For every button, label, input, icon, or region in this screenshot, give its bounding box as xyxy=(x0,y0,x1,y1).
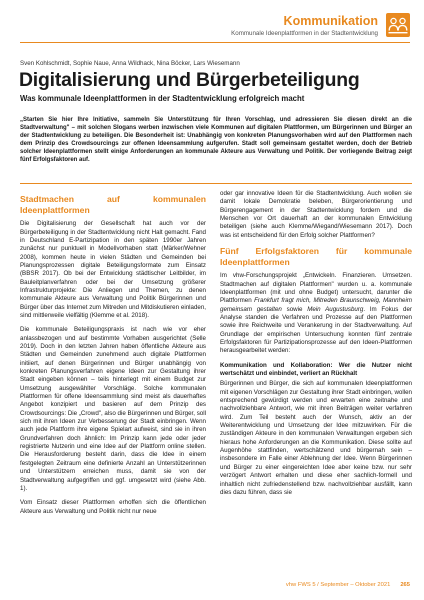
section-heading: Stadtmachen auf kommunalen Ideenplattformen xyxy=(20,194,206,215)
issue-info: vhw FWS 5 / September – Oktober 2021 xyxy=(285,582,391,588)
section-header xyxy=(20,12,410,42)
page-number: 265 xyxy=(400,582,410,588)
article-lead: „Starten Sie hier Ihre Initiative, sammeln Sie Unterstützung für Ihren Vorschlag, und adressieren Sie diesen direkt an die Stadtverwaltung" – mit solchen Slogans werben inzwischen viele Kommunen auf digitalen Plattformen, um Bürgerinnen und Bürger an der Stadtentwicklung zu beteiligen. Die Besonderheit ist: Unabhängig von konkreten Planungsvorhaben wird auf den Plattformen nach dem Prinzip des Crowdsourcings zur offenen Ideensammlung aufgerufen. Stadt soll gemeinsam gestaltet werden, doch der Betrieb solcher Ideenplattformen stellt einige Anforderungen an kommunale Akteure aus Verwaltung und Politik. Der vorliegende Beitrag zeigt fünf Erfolgsfaktoren auf. xyxy=(20,117,412,164)
paragraph: oder gar innovative Ideen für die Stadtentwicklung. Auch wollen sie damit lokale Demokratie beleben, Bürgerorientierung und Bürgerengagement in der Stadtentwicklung fordern und die Menschen vor Ort dauerhaft an der kommunalen Entwicklung beteiligen (siehe auch Klemme/Wiegand/Wiesemann 2017). Doch was ist entscheidend für den Erfolg solcher Plattformen? xyxy=(220,190,412,239)
right-column xyxy=(220,190,412,503)
article-title: Digitalisierung und Bürgerbeteiligung xyxy=(19,69,360,91)
page-footer xyxy=(286,582,410,588)
paragraph: Die kommunale Beteiligungspraxis ist nach wie vor eher anlassbezogen und auf bestimmte Vorhaben ausgerichtet (Selle 2019). Doch in den letzten Jahren haben öffentliche Akteure aus Städten und Gemeinden zunehmend auch digitale Plattformen initiiert, auf denen Bürgerinnen und Bürger unabhängig von konkreten Planungsverfahren eigene Ideen zur Gestaltung ihrer Stadt eingeben können – teils hinterlegt mit einem Budget zur Umsetzung ausgewählter Vorschläge. Solche kommunalen Plattformen für offene Ideensammlung sind meist als dauerhaftes Angebot konzipiert und basieren auf dem Prinzip des Crowdsourcings: Die „Crowd", also die Bürgerinnen und Bürger, soll sich mit ihren Ideen zur Verbesserung der Stadt einbringen. Wenn auch jede Plattform ihre eigene Spielart aufweist, sind sie in ihren Grundverfahren doch ähnlich: Im Prinzip kann jede oder jeder registrierte Nutzerin und eine Idee auf der Plattform online stellen. Die Herausforderung besteht darin, dass die Idee in einem festgelegten Zeitraum eine definierte Anzahl an Unterstützerinnen und Unterstützern erreichen muss, damit sie von der Stadtverwaltung aufgegriffen und ggf. umgesetzt wird (siehe Abb. 1). xyxy=(20,326,206,492)
section-kicker: Kommunikation xyxy=(283,14,378,28)
paragraph-text: . Im Fokus der Analyse standen die Verfahren und Prozesse auf den Plattformen sowie ihre Reichweite und Verankerung in der Stadtverwaltung. Auf Grundlage der empirischen Untersuchung konnten fünf zentrale Erfolgsfaktoren für Partizipationsprozesse auf den Ideen-Plattformen herausgearbeitet werden: xyxy=(220,305,412,355)
platform-names: Frankfurt fragt mich, Mitreden Braunschweig, Mannheim gemeinsam gestalten xyxy=(220,297,413,313)
paragraph: Die Digitalisierung der Gesellschaft hat auch vor der Bürgerbeteiligung in der Stadtentwicklung nicht Halt gemacht. Fand in Deutschland E-Partizipation in den späten 1990er Jahren zunächst nur punktuell in Modellvorhaben statt (Märker/Wehner 2008), kommen heute in vielen Städten und Gemeinden bei Planungsprozessen digitale Beteiligungsformate zum Einsatz (BBSR 2017). Ob bei der Entwicklung städtischer Leitbilder, im Bauleitplanverfahren oder bei der Umsetzung größerer Infrastrukturprojekte: Die Anliegen und Themen, zu denen kommunale Akteure aus Verwaltung und Politik Bürgerinnen und Bürger über das Internet zum Mitreden und Mitdiskutieren einladen, sind mittlerweile vielfältig (Klemme et al. 2018). xyxy=(20,220,206,319)
platform-name: Mein Augustusburg xyxy=(307,305,364,313)
paragraph-text: sowie xyxy=(281,305,308,313)
paragraph xyxy=(220,272,412,355)
article-subtitle: Was kommunale Ideenplattformen in der Stadtentwicklung erfolgreich macht xyxy=(20,94,305,103)
subsection-heading: Kommunikation und Kollaboration: Wer die Nutzer nicht wertschätzt und einbindet, verliert an Rückhalt xyxy=(220,361,412,378)
lead-divider xyxy=(20,183,412,184)
left-column xyxy=(20,190,206,522)
article-authors: Sven Kohlschmidt, Sophie Naue, Anna Wildhack, Nina Böcker, Lars Wiesemann xyxy=(20,60,240,67)
paragraph: Vom Einsatz dieser Plattformen erhoffen sich die öffentlichen Akteure aus Verwaltung und Politik nicht nur neue xyxy=(20,499,206,515)
people-icon xyxy=(386,13,410,37)
paragraph: Bürgerinnen und Bürger, die sich auf kommunalen Ideenplattformen mit eigenen Vorschlägen zur Gestaltung ihrer Stadt einbringen, wollen entsprechend gewürdigt werden und erwarten eine zeitnahe und nachvollziehbare Antwort, wie mit ihren Beiträgen weiter verfahren wird. Zum Teil besteht auch der Wunsch, aktiv an der Weiterentwicklung und Umsetzung der Idee mitzuwirken. Für die zuständigen Akteure in den kommunalen Verwaltungen ergeben sich hieraus hohe Anforderungen an die Kommunikation. Diese sollte auf Augenhöhe stattfinden, wertschätzend und bürgernah sein – insbesondere im Falle einer Ablehnung der Idee. Wenn Bürgerinnen und Bürger zu einer eingereichten Idee aber keine bzw. nur sehr verzögert Antwort erhalten und diese eher sachlich-formell und inhaltlich nicht zufriedenstellend bzw. nachvollziehbar ausfällt, kann dies dazu führen, dass sie xyxy=(220,380,412,496)
header-divider xyxy=(20,42,410,43)
paragraph-text: Im vhw-Forschungsprojekt „Entwickeln. Finanzieren. Umsetzen. Stadtmachen auf digitalen Plattformen" wurden u. a. kommunale Ideenplattformen (mit und ohne Budget) untersucht, darunter die Plattformen xyxy=(220,272,412,305)
section-heading: Fünf Erfolgsfaktoren für kommunale Ideenplattformen xyxy=(220,246,412,267)
section-subkicker: Kommunale Ideenplattformen in der Stadtentwicklung xyxy=(231,30,378,37)
